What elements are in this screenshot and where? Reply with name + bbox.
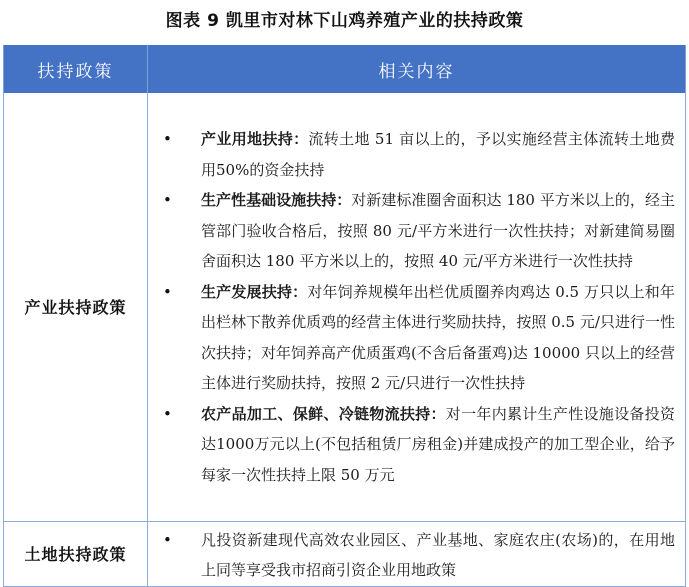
header-cell-content: 相关内容: [148, 45, 686, 93]
header-cell-policy: 扶持政策: [4, 45, 148, 93]
figure-title: 图表 9 凯里市对林下山鸡养殖产业的扶持政策: [165, 11, 524, 31]
table-row: [4, 93, 686, 521]
item-text: 对新建标准圈舍面积达 180 平方米以上的，经主管部门验收合格后，按照 80 元/平方米进行一次性扶持；对新建简易圈舍面积达 180 平方米以上的，按照 40 元/平方米进行一次性扶持: [201, 191, 675, 271]
bullet-dot-icon: •: [163, 191, 172, 210]
bullet-dot-icon: •: [163, 282, 172, 301]
list-item: [158, 185, 675, 277]
item-text: 流转土地 51 亩以上的，予以实施经营主体流转土地费用50%的资金扶持: [201, 130, 675, 179]
list-item: [158, 399, 675, 491]
policy-item-list: [158, 124, 675, 490]
item-heading: 生产发展扶持：: [201, 282, 308, 301]
item-text: 凡投资新建现代高效农业园区、产业基地、家庭农庄(农场)的，在用地上同等享受我市招商引资企业用地政策: [201, 530, 675, 579]
table-row: [4, 521, 686, 586]
policy-table: [3, 45, 686, 587]
list-item: [158, 277, 675, 399]
content-cell: [148, 93, 686, 521]
item-heading: 产业用地扶持：: [201, 130, 309, 149]
list-item: [158, 124, 675, 185]
table-header-row: [4, 45, 686, 93]
list-item: [158, 525, 675, 586]
item-heading: 农产品加工、保鲜、冷链物流扶持：: [201, 404, 446, 423]
category-cell: 产业扶持政策: [4, 93, 148, 521]
policy-item-list: [158, 525, 675, 586]
bullet-dot-icon: •: [163, 530, 172, 549]
item-heading: 生产性基础设施扶持：: [201, 191, 352, 210]
item-text: 对年饲养规模年出栏优质圈养肉鸡达 0.5 万只以上和年出栏林下散养优质鸡的经营主体进行奖励扶持，按照 0.5 元/只进行一性次扶持；对年饲养高产优质蛋鸡(不含后备蛋鸡)达 10000 只以上的经营主体进行奖励扶持，按照 2 元/只进行一次性扶持: [201, 282, 675, 393]
item-text: 对一年内累计生产性设施设备投资达1000万元以上(不包括租赁厂房租金)并建成投产的加工型企业，给予每家一次性扶持上限 50 万元: [201, 404, 675, 484]
bullet-dot-icon: •: [163, 404, 172, 423]
bullet-dot-icon: •: [163, 130, 172, 149]
content-cell: [148, 521, 686, 586]
category-cell: 土地扶持政策: [4, 521, 148, 586]
